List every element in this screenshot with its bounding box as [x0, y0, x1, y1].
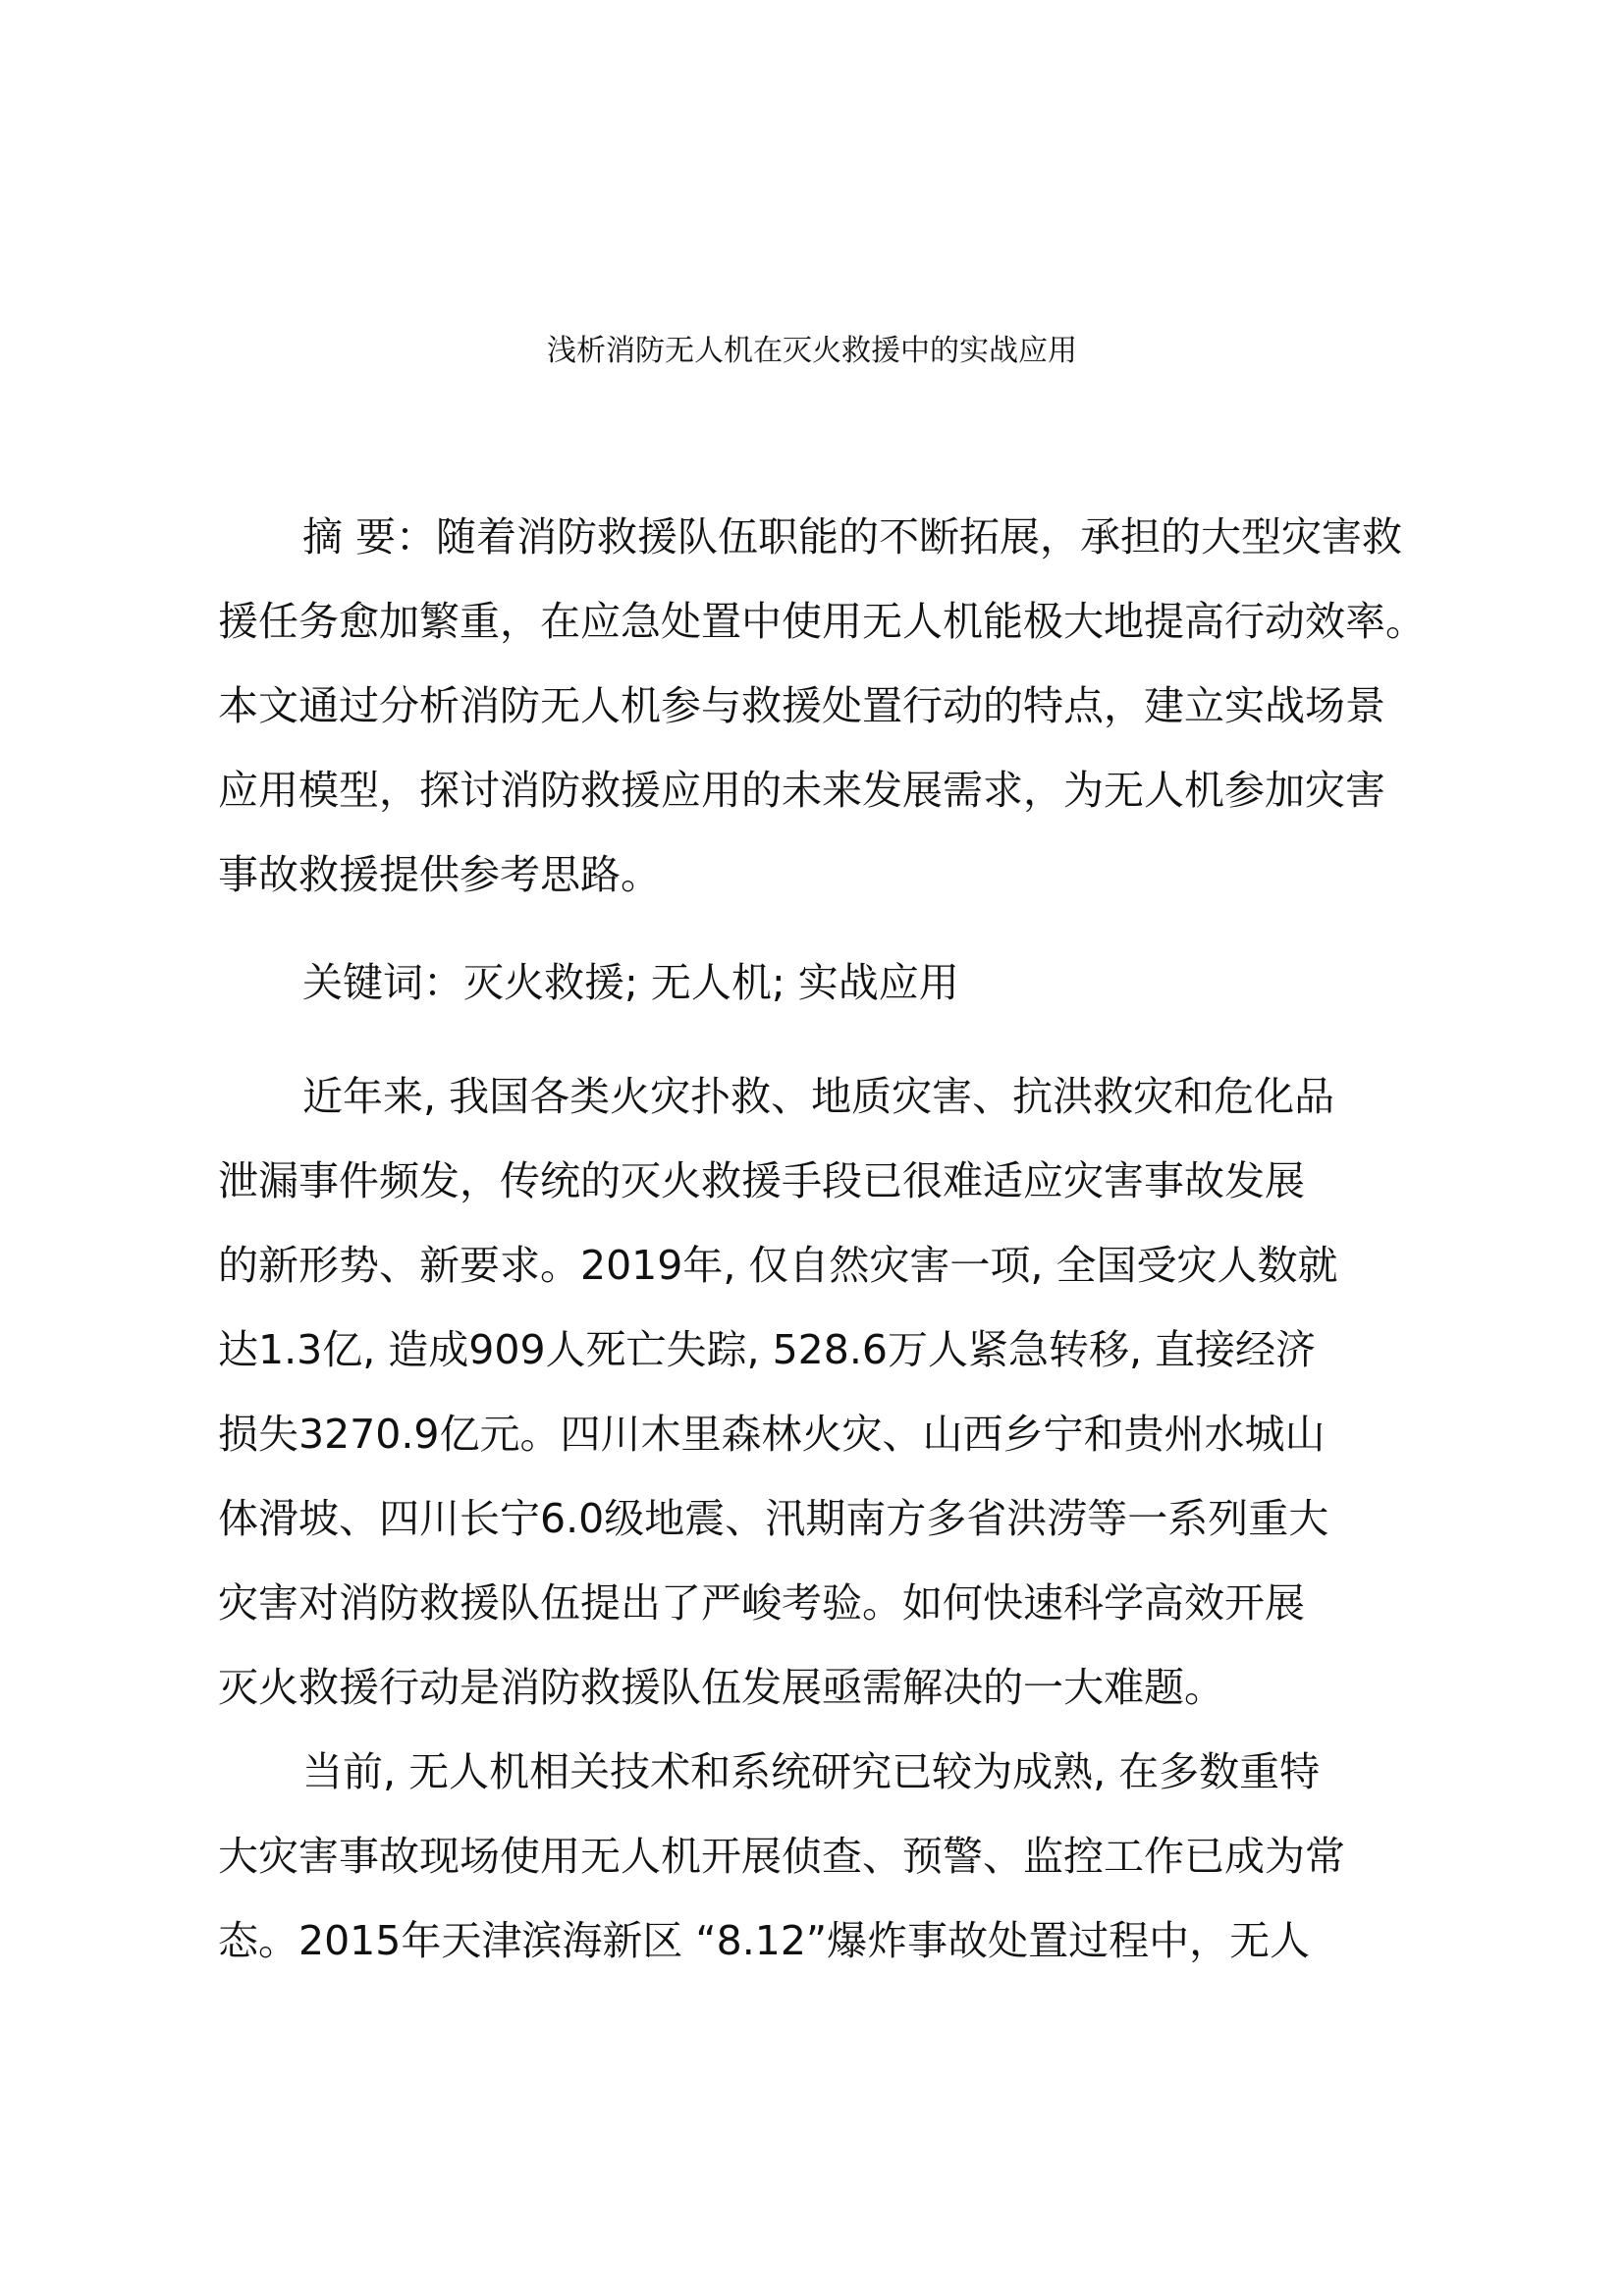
abstract-line: 事故救援提供参考思路。: [218, 851, 661, 898]
paragraph-line: 灭火救援行动是消防救援队伍发展亟需解决的一大难题。: [218, 1664, 1224, 1711]
paragraph-line: 近年来, 我国各类火灾扑救、地质灾害、抗洪救灾和危化品: [302, 1073, 1335, 1120]
paragraph-line: 泄漏事件频发，传统的灭火救援手段已很难适应灾害事故发展: [218, 1157, 1305, 1204]
document-title: 浅析消防无人机在灭火救援中的实战应用: [547, 334, 1077, 368]
keywords-line: 关键词：灭火救援; 无人机; 实战应用: [302, 959, 959, 1006]
abstract-line: 摘 要：随着消防救援队伍职能的不断拓展，承担的大型灾害救: [302, 513, 1403, 561]
paragraph-line: 大灾害事故现场使用无人机开展侦查、预警、监控工作已成为常: [218, 1833, 1345, 1880]
paragraph-line: 当前, 无人机相关技术和系统研究已较为成熟, 在多数重特: [302, 1748, 1321, 1795]
paragraph-line: 体滑坡、四川长宁6.0级地震、汛期南方多省洪涝等一系列重大: [218, 1495, 1329, 1542]
paragraph-line: 灾害对消防救援队伍提出了严峻考验。如何快速科学高效开展: [218, 1579, 1305, 1627]
paragraph-line: 达1.3亿, 造成909人死亡失踪, 528.6万人紧急转移, 直接经济: [218, 1326, 1317, 1373]
abstract-line: 援任务愈加繁重，在应急处置中使用无人机能极大地提高行动效率。: [218, 598, 1426, 645]
abstract-line: 应用模型，探讨消防救援应用的未来发展需求，为无人机参加灾害: [218, 767, 1385, 814]
paragraph-line: 损失3270.9亿元。四川木里森林火灾、山西乡宁和贵州水城山: [218, 1411, 1326, 1458]
paragraph-line: 的新形势、新要求。2019年, 仅自然灾害一项, 全国受灾人数就: [218, 1242, 1338, 1289]
abstract-line: 本文通过分析消防无人机参与救援处置行动的特点，建立实战场景: [218, 682, 1385, 729]
paragraph-line: 态。2015年天津滨海新区 “8.12”爆炸事故处置过程中，无人: [218, 1917, 1311, 1964]
